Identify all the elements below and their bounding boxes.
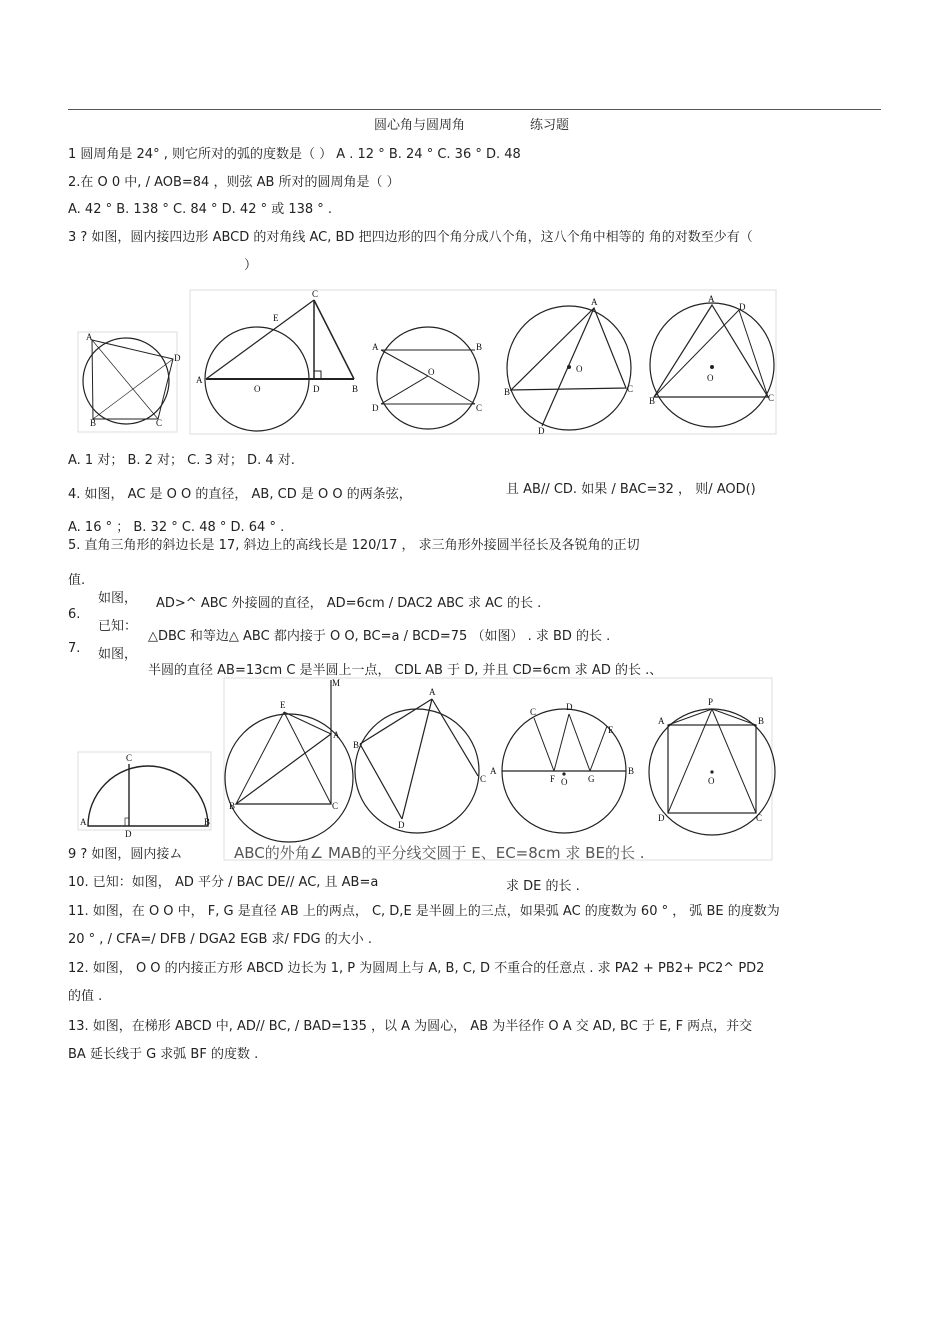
svg-text:E: E [280, 700, 286, 710]
svg-text:B: B [353, 740, 360, 750]
figure-row-1 [76, 288, 778, 436]
question-7-label: 已知： [98, 619, 138, 634]
svg-text:C: C [756, 813, 763, 823]
svg-text:O: O [708, 776, 715, 786]
svg-text:C: C [530, 707, 537, 717]
question-3: 3 ? 如图，圆内接四边形 ABCD 的对角线 AC, BD 把四边形的四个角分成八个角，这八个角中相等的 角的对数至少有（ [68, 230, 753, 245]
svg-text:F: F [550, 774, 556, 784]
question-8: 半圆的直径 AB=13cm C 是半圆上一点， CDL AB 于 D, 并且 CD=6cm 求 AD 的长 .、 [148, 663, 663, 678]
svg-text:C: C [768, 393, 775, 403]
svg-text:A: A [429, 687, 436, 697]
svg-text:A: A [708, 294, 715, 304]
figure-inscribed-square [649, 697, 775, 835]
title-right: 练习题 [530, 118, 570, 133]
figure-inscribed-triangles [649, 294, 774, 427]
svg-text:B: B [352, 384, 359, 394]
figure-q3-circle [83, 332, 181, 428]
figure-exterior-angle [225, 678, 353, 842]
svg-text:D: D [174, 353, 181, 363]
svg-text:M: M [332, 678, 341, 688]
question-4-continued: 且 AB// CD. 如果 / BAC=32 ， 则/ AOD() [506, 482, 756, 497]
svg-text:C: C [126, 753, 133, 763]
question-12-continued: 的值 . [68, 989, 103, 1004]
question-8-label: 如图， [98, 647, 138, 662]
svg-text:D: D [125, 829, 132, 839]
question-7: △DBC 和等边△ ABC 都内接于 O O, BC=a / BCD=75 （如图） . 求 BD 的长 . [148, 629, 611, 644]
question-2-options: A. 42 ° B. 138 ° C. 84 ° D. 42 ° 或 138 ° . [68, 202, 333, 217]
svg-text:A: A [86, 332, 93, 342]
question-3-paren: ） [244, 258, 258, 273]
question-6-label: 如图， [98, 591, 138, 606]
question-3-options: A. 1 对； B. 2 对； C. 3 对； D. 4 对. [68, 453, 295, 468]
svg-text:B: B [476, 342, 483, 352]
question-4: 4. 如图， AC 是 O O 的直径， AB, CD 是 O O 的两条弦， [68, 487, 412, 502]
svg-text:D: D [538, 426, 545, 436]
svg-text:C: C [312, 289, 319, 299]
svg-text:B: B [90, 418, 97, 428]
svg-text:B: B [649, 396, 656, 406]
svg-text:E: E [608, 725, 614, 735]
svg-text:C: C [156, 418, 163, 428]
question-2: 2.在 O 0 中, / AOB=84 ，则弦 AB 所对的圆周角是（ ） [68, 175, 400, 190]
svg-text:A: A [196, 375, 203, 385]
figure-row-2 [76, 676, 776, 862]
svg-text:B: B [204, 817, 211, 827]
title-left: 圆心角与圆周角 [374, 118, 466, 133]
figure-triangle-diameter [504, 297, 633, 436]
svg-text:O: O [428, 367, 435, 377]
svg-text:B: B [504, 387, 511, 397]
svg-text:B: B [628, 766, 635, 776]
svg-text:G: G [588, 774, 595, 784]
svg-text:A: A [591, 297, 598, 307]
svg-text:O: O [707, 373, 714, 383]
svg-text:O: O [561, 777, 568, 787]
question-9: 9 ? 如图，圆内接ム [68, 847, 183, 862]
question-6-number: 6. [68, 607, 81, 622]
svg-text:O: O [254, 384, 261, 394]
svg-text:A: A [490, 766, 497, 776]
svg-text:B: B [758, 716, 765, 726]
svg-text:D: D [739, 302, 746, 312]
svg-text:A: A [333, 730, 340, 740]
question-5-end: 值. [68, 573, 86, 588]
svg-text:E: E [273, 313, 279, 323]
question-13-continued: BA 延长线于 G 求弧 BF 的度数 . [68, 1047, 259, 1062]
figure-parallel-chords [372, 327, 482, 429]
question-6: AD>^ ABC 外接圆的直径， AD=6cm / DAC2 ABC 求 AC 的长 . [156, 596, 542, 611]
question-1: 1 圆周角是 24° , 则它所对的弧的度数是（ ） A . 12 ° B. 24 ° C. 36 ° D. 48 [68, 147, 521, 162]
question-13: 13. 如图，在梯形 ABCD 中, AD// BC, / BAD=135 ，以 A 为圆心， AB 为半径作 O A 交 AD, BC 于 E, F 两点，并交 [68, 1019, 753, 1034]
svg-text:C: C [480, 774, 487, 784]
question-10: 10. 已知：如图， AD 平分 / BAC DE// AC, 且 AB=a [68, 875, 379, 890]
question-11-continued: 20 ° , / CFA=/ DFB / DGA2 EGB 求/ FDG 的大小 . [68, 932, 372, 947]
question-7-number: 7. [68, 641, 81, 656]
question-5: 5. 直角三角形的斜边长是 17, 斜边上的高线长是 120/17 ， 求三角形外接圆半径长及各锐角的正切 [68, 538, 640, 553]
svg-text:A: A [372, 342, 379, 352]
figure-semicircle [80, 753, 210, 839]
svg-text:O: O [576, 364, 583, 374]
svg-text:C: C [476, 403, 483, 413]
svg-text:A: A [658, 716, 665, 726]
question-9-continued: ABC的外角∠ MAB的平分线交圆于 E、EC=8cm 求 BE的长 . [234, 844, 645, 862]
svg-text:B: B [229, 801, 236, 811]
question-4-options: A. 16 ° ； B. 32 ° C. 48 ° D. 64 ° . [68, 520, 285, 535]
figure-diameter-points [490, 702, 634, 833]
svg-text:D: D [566, 702, 573, 712]
svg-text:P: P [708, 697, 714, 707]
figure-angle-bisector [353, 687, 486, 833]
svg-text:A: A [80, 817, 87, 827]
svg-text:D: D [372, 403, 379, 413]
svg-text:C: C [627, 384, 634, 394]
svg-text:C: C [332, 801, 339, 811]
question-12: 12. 如图， O O 的内接正方形 ABCD 边长为 1, P 为圆周上与 A, B, C, D 不重合的任意点 . 求 PA2 + PB2+ PC2^ PD2 [68, 961, 765, 976]
header-rule [68, 109, 881, 110]
svg-text:D: D [313, 384, 320, 394]
svg-text:D: D [658, 813, 665, 823]
svg-text:D: D [398, 820, 405, 830]
question-11: 11. 如图，在 O O 中， F, G 是直径 AB 上的两点， C, D,E 是半圆上的三点，如果弧 AC 的度数为 60 ° ， 弧 BE 的度数为 [68, 904, 780, 919]
figure-semicircle-triangle [196, 289, 358, 431]
question-10-continued: 求 DE 的长 . [506, 879, 580, 894]
